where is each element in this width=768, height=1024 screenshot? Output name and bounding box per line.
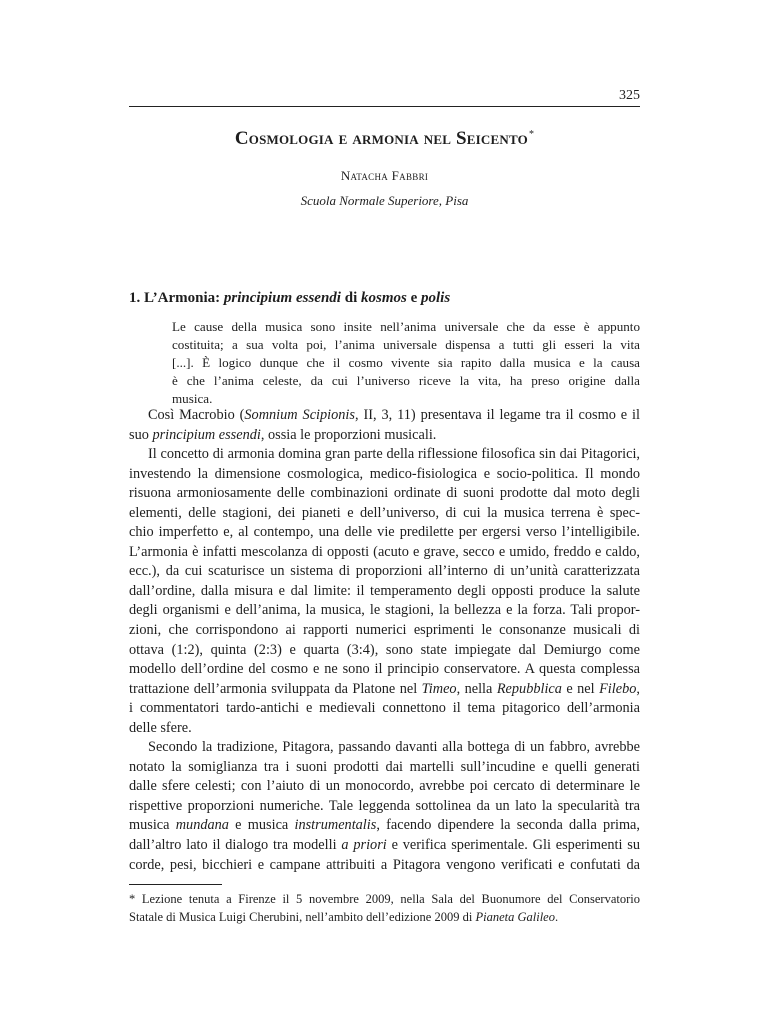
body-line bbox=[129, 836, 640, 856]
footnote-rule bbox=[129, 884, 222, 885]
epigraph-quote bbox=[172, 318, 640, 408]
text-run: , ossia le proporzioni musicali. bbox=[260, 426, 437, 443]
body-line: Il concetto di armonia domina gran parte della riflessione filosofica sin dai Pitagorici, bbox=[148, 446, 640, 463]
text-run: e nel bbox=[561, 680, 600, 697]
body-line: corde, pesi, bicchieri e campane attribuiti a Pitagora vengono verificati e confutati da bbox=[129, 856, 640, 873]
section-title-part: di bbox=[344, 290, 358, 306]
body-line bbox=[129, 406, 640, 426]
section-number: 1. bbox=[129, 290, 141, 306]
text-run-italic: Timeo bbox=[421, 680, 457, 697]
body-line: delle sfere. bbox=[129, 719, 192, 736]
body-line: notato la somiglianza tra i suoni prodotti dai martelli sull’incudine e quelli generati bbox=[129, 758, 640, 775]
footnote-line: * Lezione tenuta a Firenze il 5 novembre 2009, nella Sala del Buonumore del Conservatorio bbox=[129, 892, 640, 906]
text-run: , nella bbox=[456, 680, 497, 697]
body-line: i commentatori tardo-antichi e medievali connettono il tema pitagorico dell’armonia bbox=[129, 700, 640, 717]
body-line: ecc.), da cui scaturisce un sistema di proporzioni all’interno di un’unità caratterizzata bbox=[129, 563, 640, 580]
text-run-italic: Somnium Scipionis bbox=[244, 407, 355, 423]
quote-line: [...]. È logico dunque che il cosmo vivente sia rapito dalla musica e la causa bbox=[172, 355, 640, 370]
body-line: L’armonia è infatti mescolanza di opposti (acuto e grave, secco e umido, freddo e caldo, bbox=[129, 543, 640, 560]
title-footnote-mark: * bbox=[528, 128, 535, 140]
text-run: e musica bbox=[228, 817, 295, 834]
footnote-line bbox=[129, 908, 640, 926]
paper-title-text: Cosmologia e armonia nel Seicento bbox=[234, 128, 528, 149]
body-line: modello dell’ordine del cosmo e ne sono il principio conservatore. A questa complessa bbox=[129, 661, 640, 678]
text-run: . bbox=[554, 910, 559, 924]
body-line: risuona armoniosamente delle combinazioni ordinate di suoni prodotte dal moto degli bbox=[129, 485, 640, 502]
text-run: e verifica sperimentale. Gli esperimenti su bbox=[386, 837, 640, 854]
page-number: 325 bbox=[619, 88, 640, 103]
body-line: elementi, delle stagioni, dei pianeti e dell’universo, di cui la musica terrena è spec- bbox=[129, 504, 640, 521]
text-run: dall’altro lato il dialogo tra modelli bbox=[129, 837, 342, 854]
body-line: rispettive proporzioni numeriche. Tale leggenda sottolinea da un lato la specularità tra bbox=[129, 797, 640, 814]
text-run: , II, 3, 11) presentava il legame tra il cosmo e il bbox=[354, 407, 640, 423]
body-text bbox=[129, 406, 640, 875]
text-run: , facendo dipendere la seconda dalla prima, bbox=[376, 817, 640, 834]
section-title-part: L’Armonia: bbox=[144, 290, 221, 306]
author-affiliation: Scuola Normale Superiore, Pisa bbox=[300, 193, 469, 208]
header-rule bbox=[129, 106, 640, 107]
body-line bbox=[129, 426, 640, 446]
body-line: investendo la dimensione cosmologica, medico-fisiologica e socio-politica. Il mondo bbox=[129, 465, 640, 482]
body-line: dall’ordine, dalla misura e dal limite: il temperamento degli opposti produce la salute bbox=[129, 582, 640, 599]
body-line: chio imperfetto e, al contempo, una delle vie predilette per ergersi verso l’intelligibile. bbox=[129, 524, 640, 541]
section-heading bbox=[129, 290, 649, 307]
text-run-italic: principium essendi bbox=[152, 426, 261, 443]
quote-line: costituita; a sua volta poi, l’anima universale dispensa a tutti gli esseri la vita bbox=[172, 337, 640, 352]
text-run-italic: Pianeta Galileo bbox=[475, 910, 555, 924]
text-run-italic: instrumentalis bbox=[294, 817, 377, 834]
section-title-part: principium essendi bbox=[223, 290, 341, 306]
body-line: dalle sfere celesti; con l’aiuto di un monocordo, avrebbe poi cercato di determinare le bbox=[129, 778, 640, 795]
section-title-part: kosmos bbox=[361, 290, 407, 306]
body-line: ottava (1:2), quinta (2:3) e quarta (3:4), sono state impiegate dal Demiurgo come bbox=[129, 641, 640, 658]
section-title-part: polis bbox=[421, 290, 451, 306]
body-line: Secondo la tradizione, Pitagora, passando davanti alla bottega di un fabbro, avrebbe bbox=[148, 739, 640, 756]
text-run: Così Macrobio ( bbox=[148, 407, 245, 423]
quote-line: Le cause della musica sono insite nell’anima universale che da esse è appunto bbox=[172, 319, 640, 334]
body-line: degli organismi e dell’anima, la musica, le stagioni, la bellezza e la forza. Tali propor- bbox=[129, 602, 640, 619]
text-run: , bbox=[636, 680, 640, 697]
body-line bbox=[129, 816, 640, 836]
quote-line: è che l’anima celeste, da cui l’universo riceve la vita, ha preso origine dalla bbox=[172, 373, 640, 388]
body-line: zioni, che corrispondono ai rapporti numerici esprimenti le consonanze musicali di bbox=[129, 622, 640, 639]
text-run-italic: mundana bbox=[175, 817, 229, 834]
text-run: Statale di Musica Luigi Cherubini, nell’ambito dell’edizione 2009 di bbox=[129, 910, 476, 924]
text-run-italic: Repubblica bbox=[496, 680, 562, 697]
paper-title bbox=[129, 128, 640, 150]
text-run-italic: a priori bbox=[341, 837, 387, 854]
text-run: trattazione dell’armonia sviluppata da Platone nel bbox=[129, 680, 422, 697]
text-run: suo bbox=[129, 426, 153, 443]
text-run-italic: Filebo bbox=[599, 680, 637, 697]
quote-line: musica. bbox=[172, 391, 213, 406]
author-name: Natacha Fabbri bbox=[340, 168, 429, 183]
body-line bbox=[129, 680, 640, 700]
section-title-part: e bbox=[410, 290, 418, 306]
footnote bbox=[129, 890, 640, 926]
text-run: musica bbox=[129, 817, 176, 834]
